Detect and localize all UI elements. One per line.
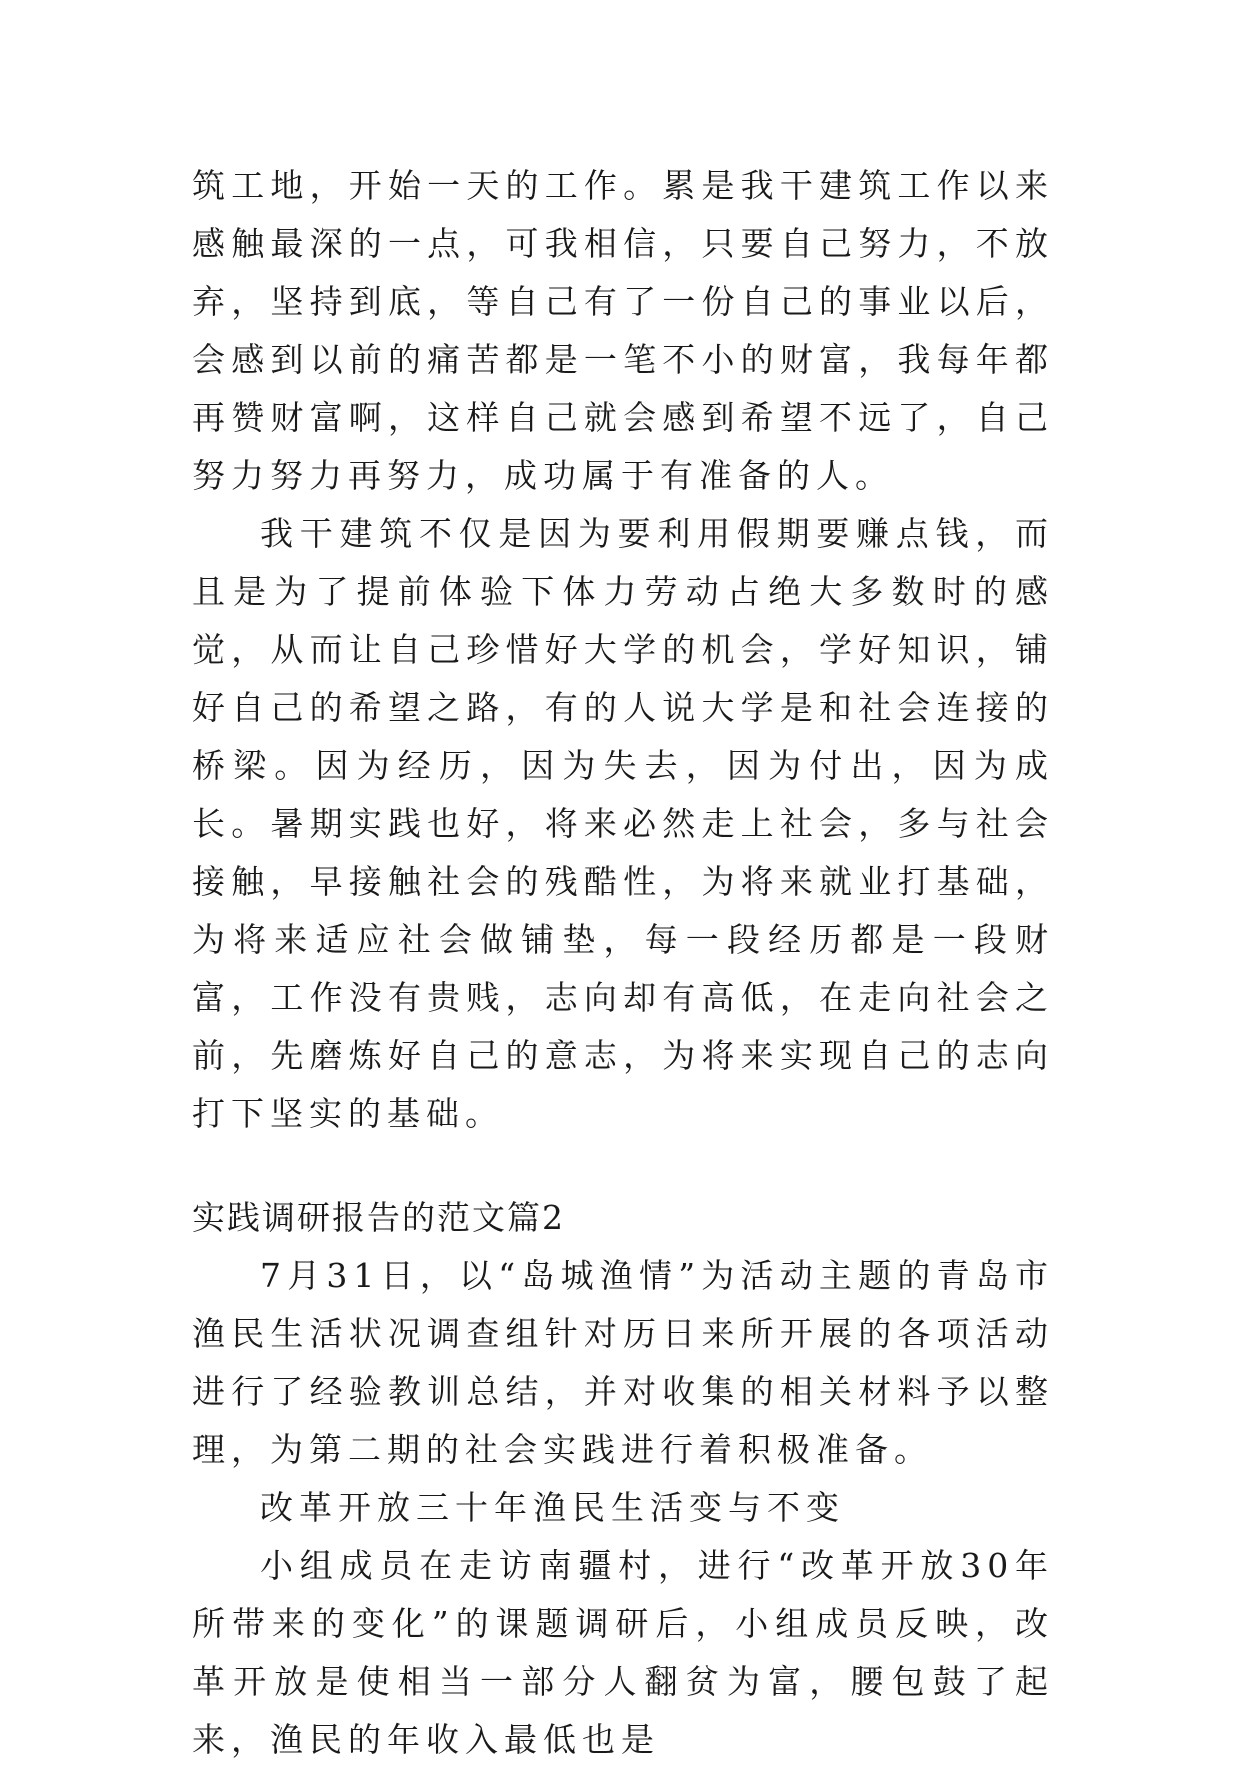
- section-title: 实践调研报告的范文篇2: [192, 1198, 565, 1237]
- section-spacer: [192, 1143, 1054, 1189]
- subheading-reform-thirty-years: 改革开放三十年渔民生活变与不变: [260, 1488, 845, 1527]
- paragraph-construction-reasons: 我干建筑不仅是因为要利用假期要赚点钱，而且是为了提前体验下体力劳动占绝大多数时的感觉，从而让自己珍惜好大学的机会，学好知识，铺好自己的希望之路，有的人说大学是和社会连接的桥梁。因为经历，因为失去，因为付出，因为成长。暑期实践也好，将来必然走上社会，多与社会接触，早接触社会的残酷性，为将来就业打基础，为将来适应社会做铺垫，每一段经历都是一段财富，工作没有贵贱，志向却有高低，在走向社会之前，先磨炼好自己的意志，为将来实现自己的志向打下坚实的基础。: [192, 514, 1054, 1133]
- document-body: [192, 157, 1054, 1769]
- paragraph-construction-work: 筑工地，开始一天的工作。累是我干建筑工作以来感触最深的一点，可我相信，只要自己努力，不放弃，坚持到底，等自己有了一份自己的事业以后，会感到以前的痛苦都是一笔不小的财富，我每年都再赞财富啊，这样自己就会感到希望不远了，自己努力努力再努力，成功属于有准备的人。: [192, 166, 1054, 495]
- paragraph-nanjiang-visit: 小组成员在走访南疆村，进行“改革开放30年所带来的变化”的课题调研后，小组成员反映，改革开放是使相当一部分人翻贫为富，腰包鼓了起来，渔民的年收入最低也是: [192, 1546, 1054, 1759]
- paragraph-july-summary: 7月31日，以“岛城渔情”为活动主题的青岛市渔民生活状况调查组针对历日来所开展的各项活动进行了经验教训总结，并对收集的相关材料予以整理，为第二期的社会实践进行着积极准备。: [192, 1256, 1054, 1469]
